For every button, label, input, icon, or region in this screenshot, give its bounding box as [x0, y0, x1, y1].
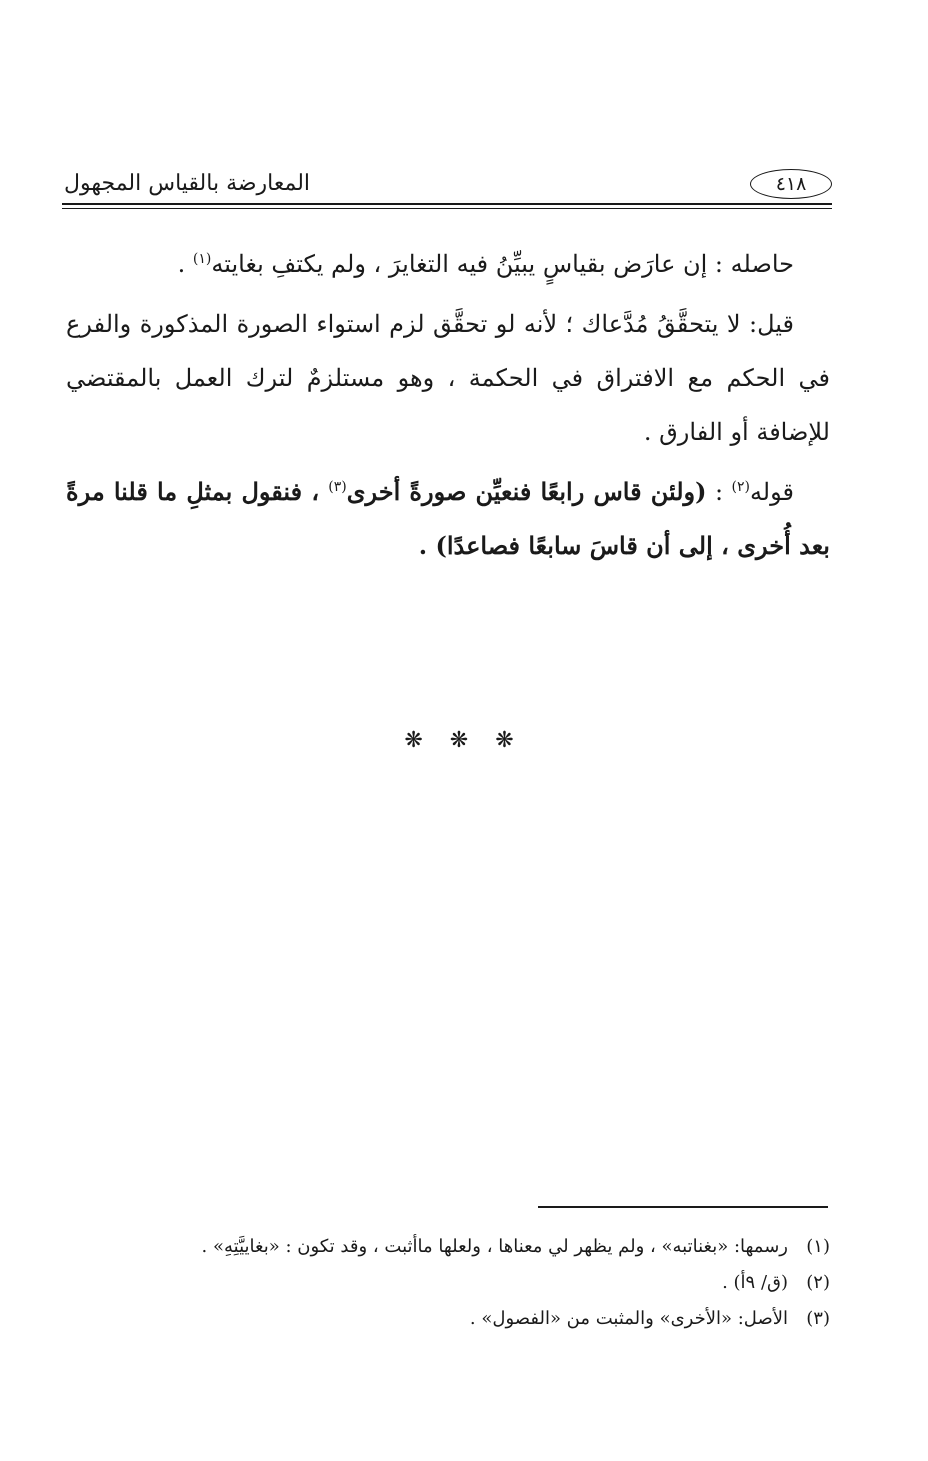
paragraph-3: قوله$^{(٢)}$ : (ولئن قاس رابعًا فنعيِّن صورةً أخرى$^{(٣)}$ ، فنقول بمثلِ ما قلنا مرةً بعد أُخرى ، إلى أن قاسَ سابعًا فصاعدًا) .: [66, 477, 830, 560]
quoted-text-cont: ، فنقول بمثلِ ما قلنا مرةً بعد أُخرى ، إلى أن قاسَ سابعًا فصاعدًا) .: [66, 477, 830, 560]
quoted-text: (ولئن قاس رابعًا فنعيِّن صورةً أخرى: [346, 477, 707, 506]
header-rule-thin: [62, 208, 832, 209]
footnote-divider: [538, 1206, 828, 1208]
header-title: المعارضة بالقياس المجهول: [64, 171, 311, 196]
page-number: ٤١٨: [750, 169, 832, 199]
footnote-2: (٢)(ق/ ٩أ) .: [722, 1272, 830, 1293]
paragraph-2: قيل: لا يتحقَّقُ مُدَّعاك ؛ لأنه لو تحقَّق لزم استواء الصورة المذكورة والفرع في الحكم مع الافتراق في الحكمة ، وهو مستلزمٌ لترك العمل بالمقتضي للإضافة أو الفارق .: [66, 310, 830, 446]
header-rule: [62, 203, 832, 205]
footnotes: [66, 1229, 830, 1337]
footnote-ref-3[interactable]: (٣): [328, 479, 347, 495]
footnote-3: (٣)الأصل: «الأخرى» والمثبت من «الفصول» .: [469, 1308, 830, 1329]
running-header: [62, 165, 832, 213]
footnote-ref-1[interactable]: (١): [192, 251, 212, 267]
footnote-1: (١)رسمها: «بغناتبه» ، ولم يظهر لي معناها ، ولعلها ماأثبت ، وقد تكون : «بغاييَّتِهِ» .: [201, 1236, 830, 1257]
paragraph-1: حاصله : إن عارَض بقياسٍ يبيِّنُ فيه التغايرَ ، ولم يكتفِ بغايته$^{(١)}$ .: [177, 250, 794, 278]
footnote-ref-2[interactable]: (٢): [731, 479, 750, 495]
main-text: [66, 237, 830, 579]
section-separator: ❋ ❋ ❋: [404, 728, 524, 753]
